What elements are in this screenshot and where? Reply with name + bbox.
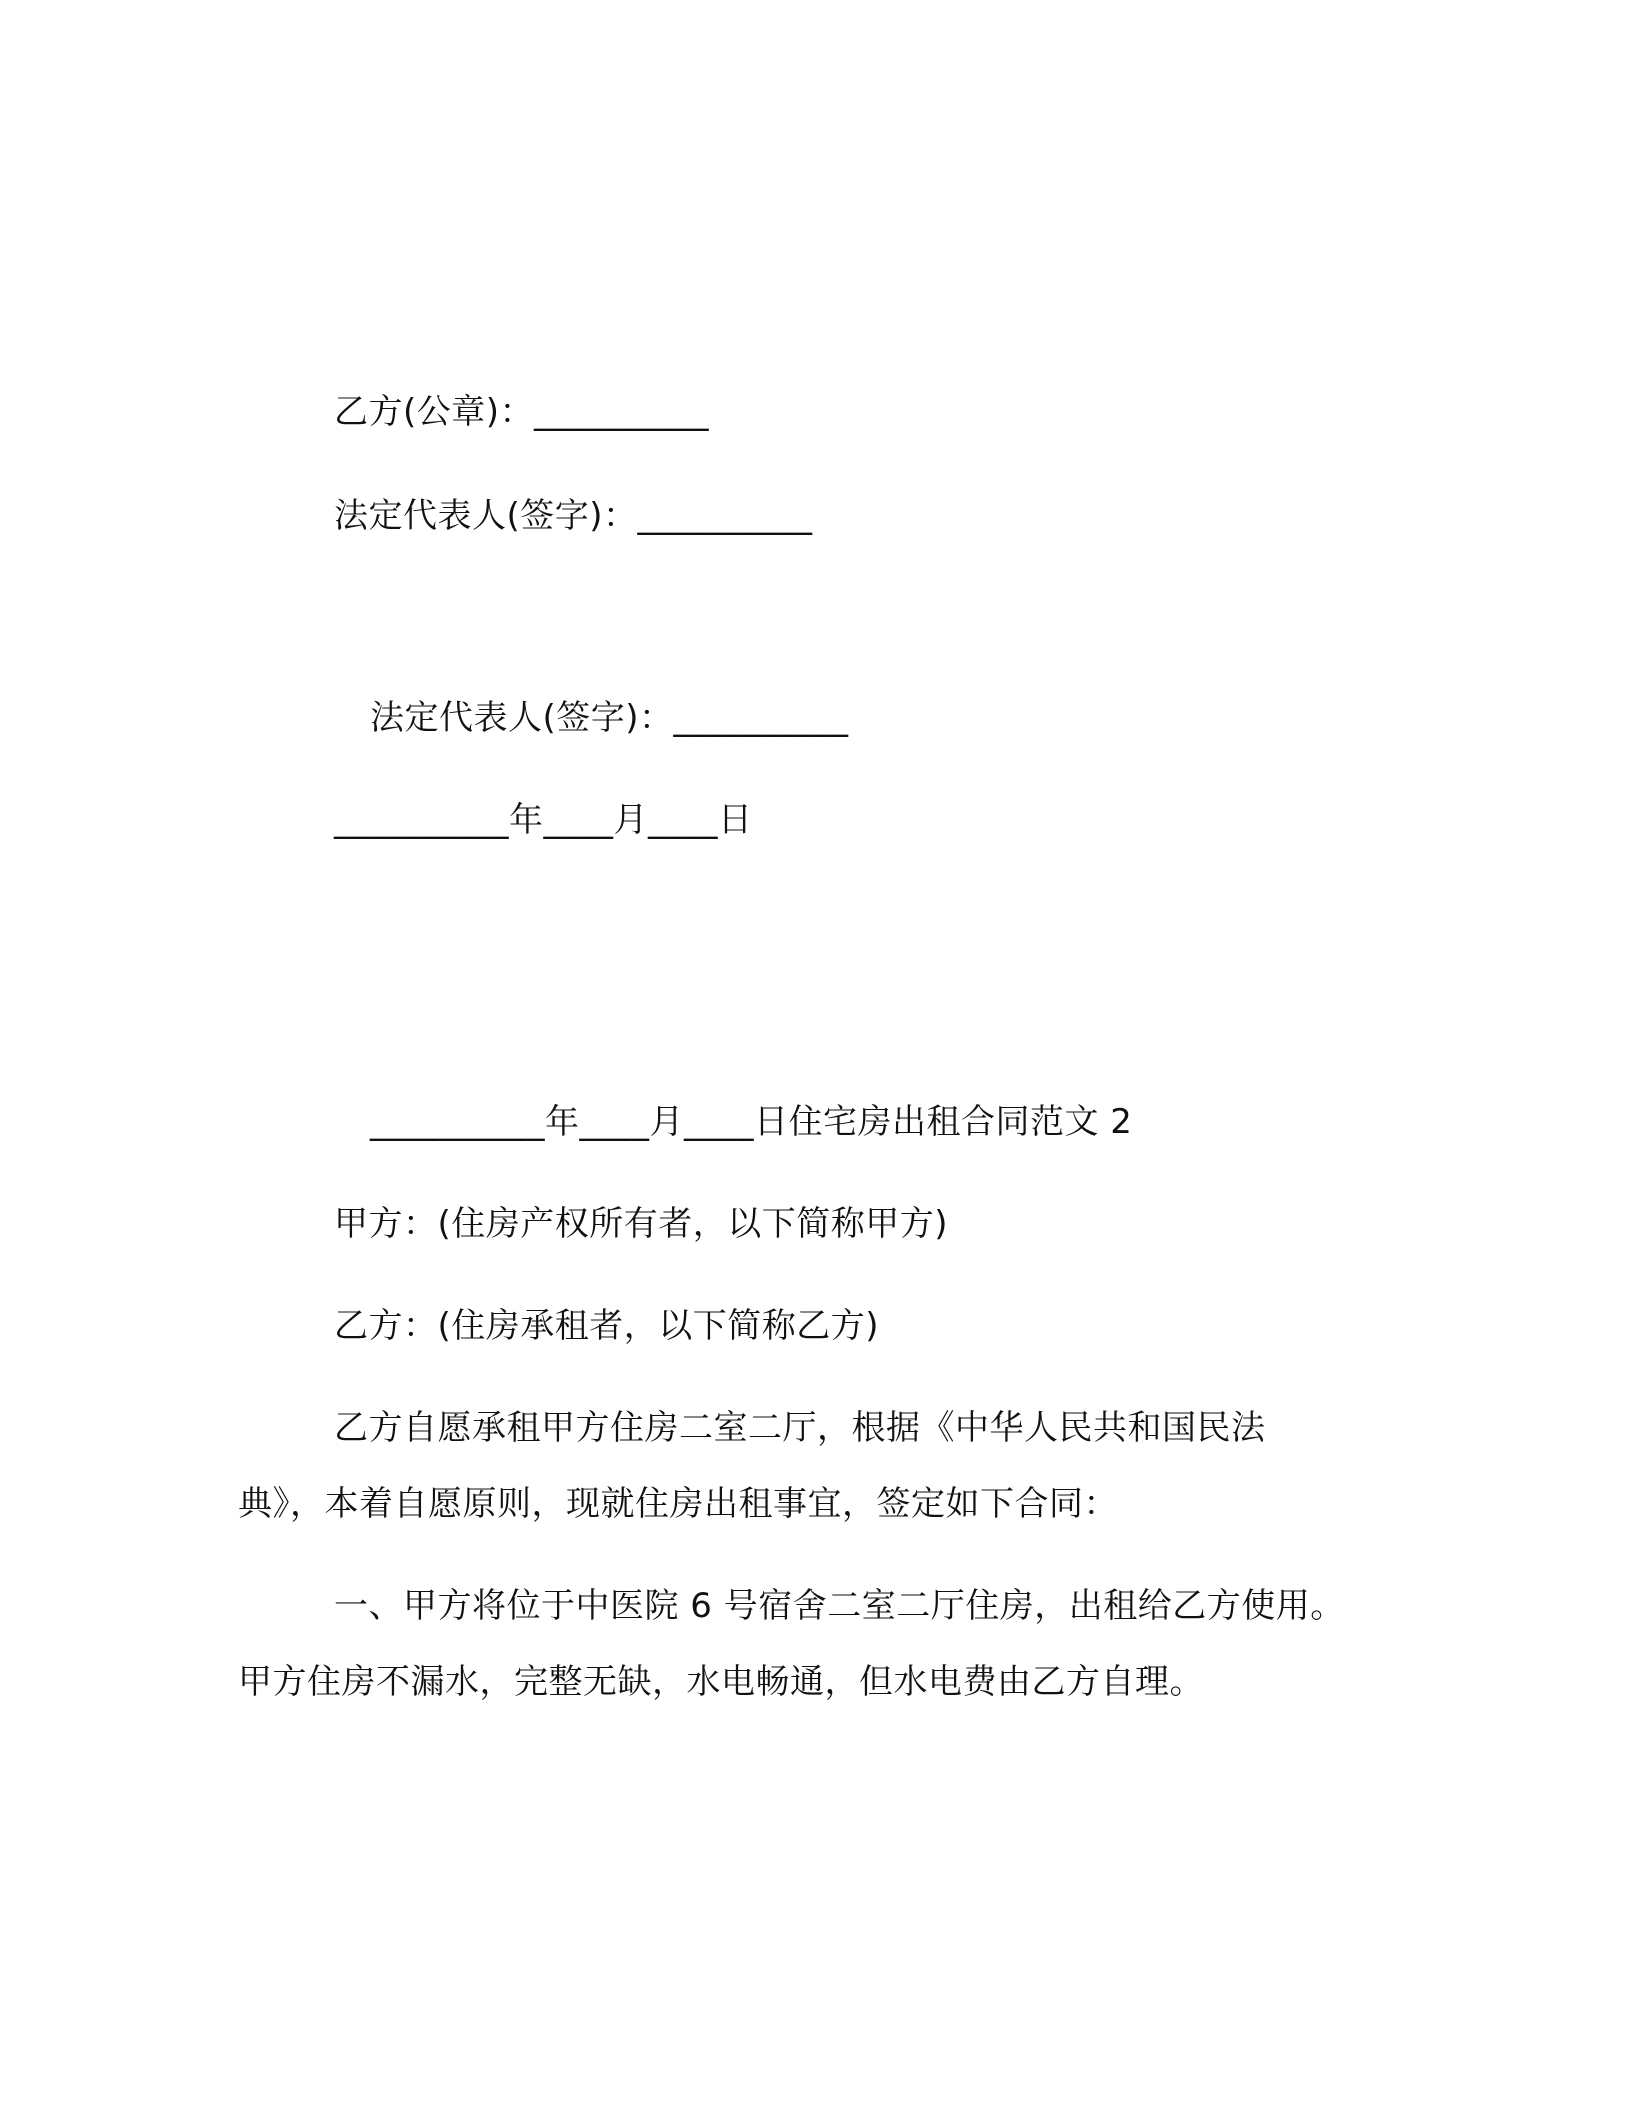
party-b-seal-line: 乙方(公章)：__________ (334, 392, 710, 432)
party-b-line: 乙方：(住房承租者，以下简称乙方) (334, 1306, 880, 1346)
intro-paragraph-line-2: 典》，本着自愿原则，现就住房出租事宜，签定如下合同： (238, 1484, 1118, 1524)
contract-title: __________年____月____日住宅房出租合同范文 2 (370, 1102, 1133, 1142)
legal-representative-signature-line-2: 法定代表人(签字)：__________ (370, 698, 849, 738)
legal-representative-signature-line: 法定代表人(签字)：__________ (334, 496, 813, 536)
clause-1-line-1: 一、甲方将位于中医院 6 号宿舍二室二厅住房，出租给乙方使用。 (334, 1586, 1345, 1626)
clause-1-line-2: 甲方住房不漏水，完整无缺，水电畅通，但水电费由乙方自理。 (238, 1662, 1204, 1702)
intro-paragraph-line-1: 乙方自愿承租甲方住房二室二厅，根据《中华人民共和国民法 (334, 1408, 1266, 1448)
signature-date-line: __________年____月____日 (334, 800, 753, 840)
party-a-line: 甲方：(住房产权所有者，以下简称甲方) (334, 1204, 949, 1244)
